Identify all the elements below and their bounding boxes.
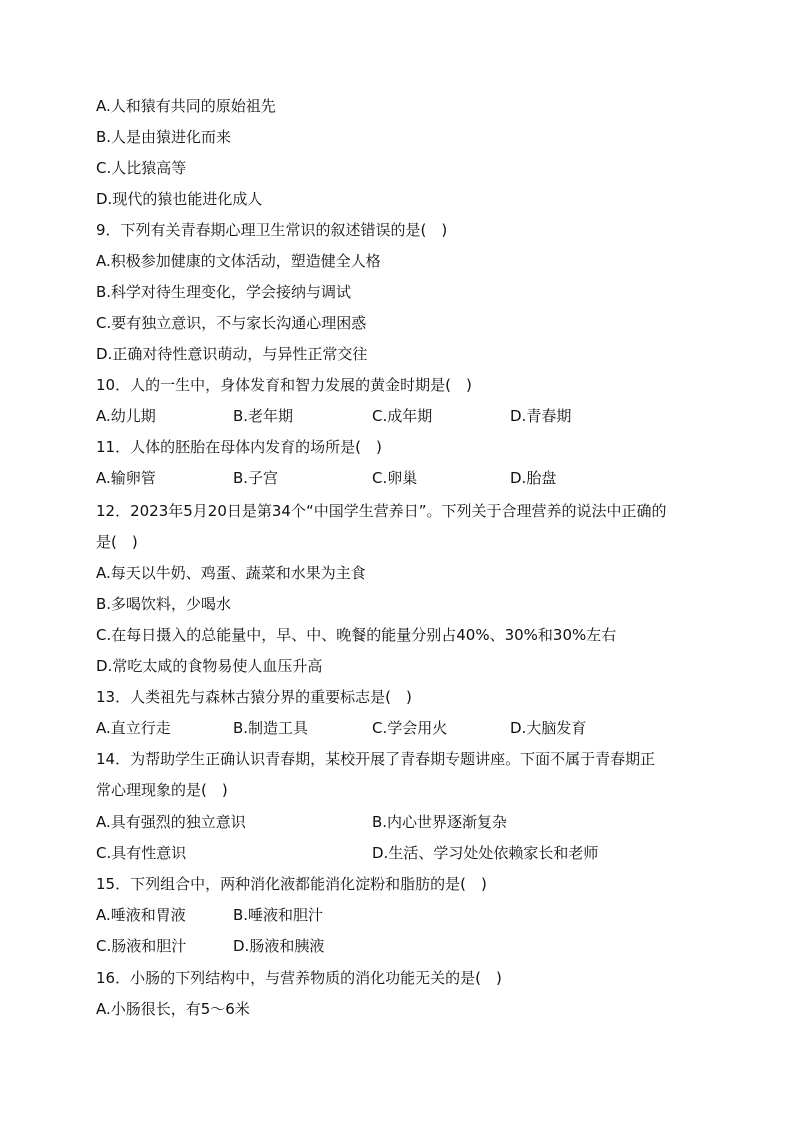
question-12: 12．2023年5月20日是第34个“中国学生营养日”。下列关于合理营养的说法中正确的: [96, 502, 667, 520]
option-c: C.人比猿高等: [96, 159, 187, 177]
question-14-option-c: C.具有性意识: [96, 844, 187, 862]
question-13-option-a: A.直立行走: [96, 719, 171, 737]
question-10-option-b: B.老年期: [233, 407, 294, 425]
question-15-option-a: A.唾液和胃液: [96, 906, 186, 924]
question-16-option-a: A.小肠很长，有5～6米: [96, 1000, 250, 1018]
question-15: 15．下列组合中，两种消化液都能消化淀粉和脂肪的是( ): [96, 875, 487, 893]
question-11-option-d: D.胎盘: [510, 469, 557, 487]
question-12-option-c: C.在每日摄入的总能量中，早、中、晚餐的能量分别占40%、30%和30%左右: [96, 626, 617, 644]
question-13-option-b: B.制造工具: [233, 719, 309, 737]
question-9-option-d: D.正确对待性意识萌动，与异性正常交往: [96, 345, 368, 363]
question-14-cont: 常心理现象的是( ): [96, 781, 228, 799]
question-12-option-a: A.每天以牛奶、鸡蛋、蔬菜和水果为主食: [96, 564, 366, 582]
option-b: B.人是由猿进化而来: [96, 128, 232, 146]
question-13: 13．人类祖先与森林古猿分界的重要标志是( ): [96, 688, 412, 706]
question-11-option-a: A.输卵管: [96, 469, 156, 487]
question-11: 11．人体的胚胎在母体内发育的场所是( ): [96, 438, 382, 456]
question-14: 14．为帮助学生正确认识青春期，某校开展了青春期专题讲座。下面不属于青春期正: [96, 750, 656, 768]
question-13-option-c: C.学会用火: [372, 719, 448, 737]
question-15-option-d: D.肠液和胰液: [233, 937, 325, 955]
question-15-option-b: B.唾液和胆汁: [233, 906, 324, 924]
question-14-option-b: B.内心世界逐渐复杂: [372, 813, 508, 831]
question-9: 9．下列有关青春期心理卫生常识的叙述错误的是( ): [96, 221, 448, 239]
question-16: 16．小肠的下列结构中，与营养物质的消化功能无关的是( ): [96, 969, 502, 987]
question-15-option-c: C.肠液和胆汁: [96, 937, 187, 955]
question-10: 10．人的一生中，身体发育和智力发展的黄金时期是( ): [96, 376, 472, 394]
question-11-option-b: B.子宫: [233, 469, 279, 487]
question-10-option-c: C.成年期: [372, 407, 433, 425]
question-10-option-a: A.幼儿期: [96, 407, 156, 425]
question-10-option-d: D.青春期: [510, 407, 572, 425]
question-12-cont: 是( ): [96, 533, 138, 551]
question-11-option-c: C.卵巢: [372, 469, 418, 487]
question-13-option-d: D.大脑发育: [510, 719, 587, 737]
question-14-option-d: D.生活、学习处处依赖家长和老师: [372, 844, 599, 862]
question-12-option-b: B.多喝饮料，少喝水: [96, 595, 232, 613]
option-a: A.人和猿有共同的原始祖先: [96, 97, 276, 115]
question-9-option-a: A.积极参加健康的文体活动，塑造健全人格: [96, 252, 381, 270]
question-14-option-a: A.具有强烈的独立意识: [96, 813, 246, 831]
option-d: D.现代的猿也能进化成人: [96, 190, 263, 208]
question-9-option-c: C.要有独立意识，不与家长沟通心理困惑: [96, 314, 367, 332]
question-12-option-d: D.常吃太咸的食物易使人血压升高: [96, 657, 323, 675]
question-9-option-b: B.科学对待生理变化，学会接纳与调试: [96, 283, 352, 301]
